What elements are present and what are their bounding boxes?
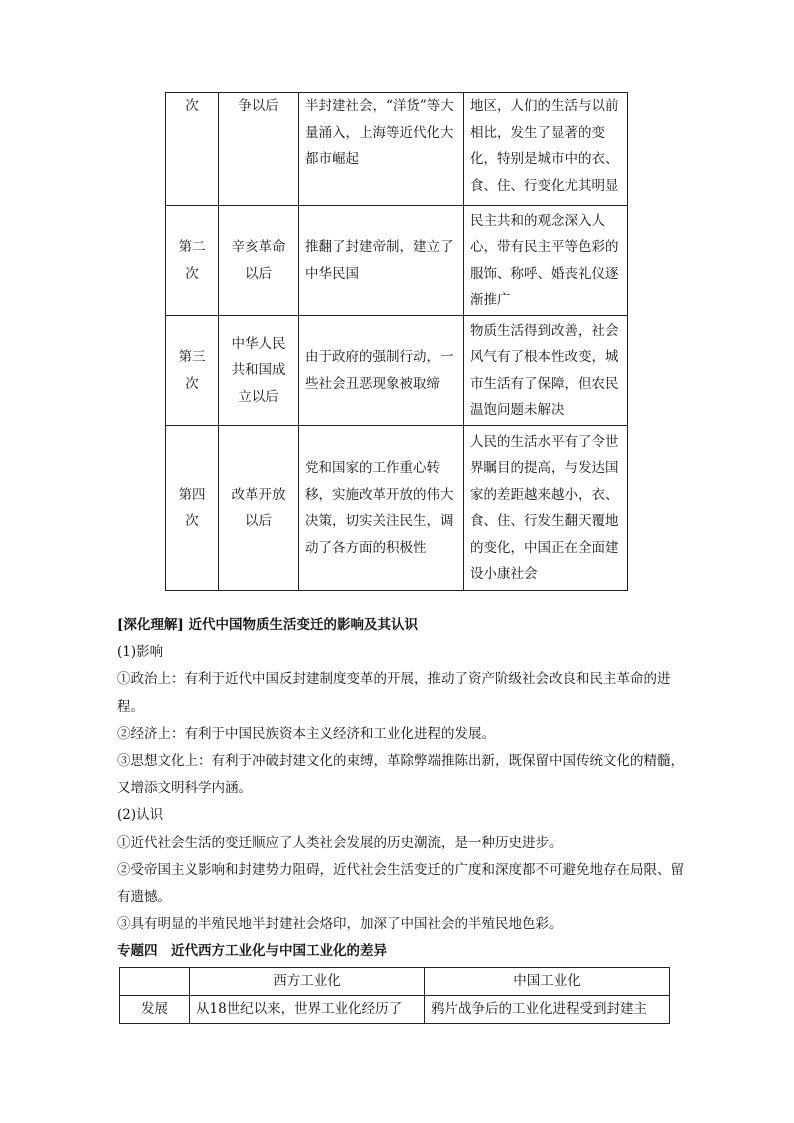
section-title: 近代中国物质生活变迁的影响及其认识 bbox=[188, 617, 418, 633]
table-cell: 改革开放以后 bbox=[219, 426, 299, 591]
table-row bbox=[166, 206, 628, 316]
comparison-table bbox=[165, 92, 628, 591]
table-cell: 辛亥革命以后 bbox=[219, 206, 299, 316]
paragraph: ③思想文化上：有利于冲破封建文化的束缚，革除弊端推陈出新，既保留中国传统文化的精髓，又增添文明科学内涵。 bbox=[117, 753, 684, 797]
table-cell: 民主共和的观念深入人心，带有民主平等色彩的服饰、称呼、婚丧礼仪逐渐推广 bbox=[464, 206, 628, 316]
table-cell: 中华人民共和国成立以后 bbox=[219, 316, 299, 426]
table-header-row bbox=[120, 968, 670, 996]
paragraph: ②受帝国主义影响和封建势力阻碍，近代社会生活变迁的广度和深度都不可避免地存在局限、留有遗憾。 bbox=[117, 861, 684, 906]
table-header bbox=[120, 968, 190, 996]
paragraph: ③具有明显的半殖民地半封建社会烙印，加深了中国社会的半殖民地色彩。 bbox=[117, 916, 563, 933]
table-header: 西方工业化 bbox=[190, 968, 425, 996]
deep-understanding-section bbox=[117, 612, 687, 966]
table-header: 中国工业化 bbox=[425, 968, 670, 996]
table-cell: 党和国家的工作重心转移，实施改革开放的伟大决策，切实关注民生，调动了各方面的积极性 bbox=[299, 426, 464, 591]
table-row bbox=[166, 426, 628, 591]
table-cell: 发展 bbox=[120, 996, 190, 1024]
table-cell: 鸦片战争后的工业化进程受到封建主 bbox=[425, 996, 670, 1024]
subheading-impact: (1)影响 bbox=[117, 644, 164, 661]
subheading-understanding: (2)认识 bbox=[117, 807, 164, 824]
table-row bbox=[120, 996, 670, 1024]
table-row bbox=[166, 316, 628, 426]
industrialization-table bbox=[119, 967, 670, 1024]
section-tag: [深化理解] bbox=[117, 617, 184, 633]
table-cell: 第三次 bbox=[166, 316, 219, 426]
table-cell: 次 bbox=[166, 93, 219, 206]
table-cell: 人民的生活水平有了令世界瞩目的提高，与发达国家的差距越来越小，衣、食、住、行发生翻天覆地的变化，中国正在全面建设小康社会 bbox=[464, 426, 628, 591]
table-cell: 由于政府的强制行动，一些社会丑恶现象被取缔 bbox=[299, 316, 464, 426]
table-cell: 推翻了封建帝制，建立了中华民国 bbox=[299, 206, 464, 316]
paragraph: ②经济上：有利于中国民族资本主义经济和工业化进程的发展。 bbox=[117, 725, 495, 742]
table-cell: 第四次 bbox=[166, 426, 219, 591]
topic-heading: 专题四 近代西方工业化与中国工业化的差异 bbox=[117, 943, 387, 960]
paragraph: ①政治上：有利于近代中国反封建制度变革的开展，推动了资产阶级社会改良和民主革命的进程。 bbox=[117, 671, 671, 715]
table-cell: 争以后 bbox=[219, 93, 299, 206]
section-heading bbox=[117, 612, 687, 639]
table-cell: 从18世纪以来，世界工业化经历了 bbox=[190, 996, 425, 1024]
table-cell: 半封建社会，“洋货”等大量涌入，上海等近代化大都市崛起 bbox=[299, 93, 464, 206]
paragraph: ①近代社会生活的变迁顺应了人类社会发展的历史潮流，是一种历史进步。 bbox=[117, 834, 563, 851]
table-cell: 物质生活得到改善，社会风气有了根本性改变，城市生活有了保障，但农民温饱问题未解决 bbox=[464, 316, 628, 426]
table-cell: 地区，人们的生活与以前相比，发生了显著的变化，特别是城市中的衣、食、住、行变化尤其明显 bbox=[464, 93, 628, 206]
table-row bbox=[166, 93, 628, 206]
table-cell: 第二次 bbox=[166, 206, 219, 316]
